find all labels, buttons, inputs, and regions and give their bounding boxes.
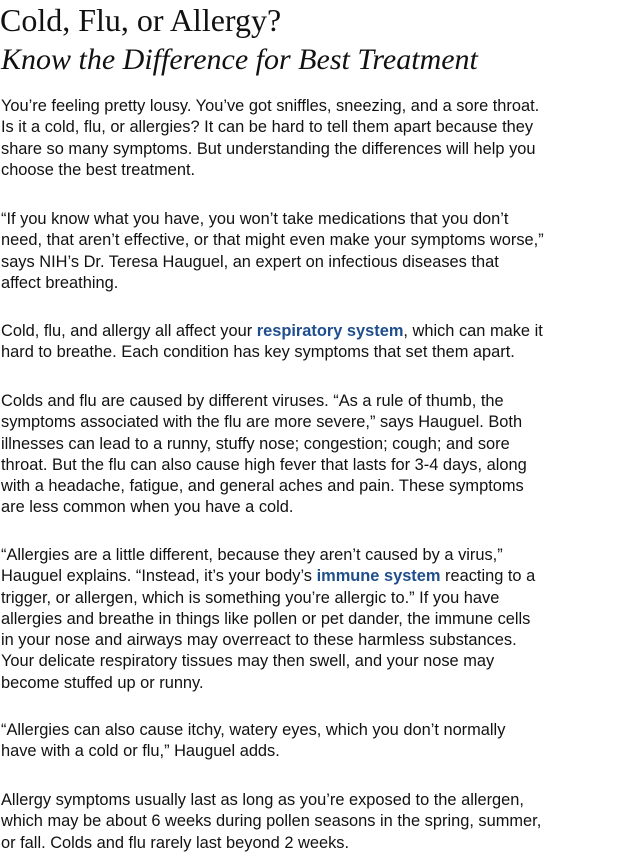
text-line: “If you know what you have, you won’t take medications that you don’t	[1, 210, 509, 228]
text-line: affect breathing.	[1, 273, 119, 292]
text-line: Is it a cold, flu, or allergies? It can be hard to tell them apart because they	[1, 118, 534, 137]
page-subtitle: Know the Difference for Best Treatment	[1, 43, 478, 76]
text-line: Allergy symptoms usually last as long as you’re exposed to the allergen,	[1, 791, 524, 809]
respiratory-system-link[interactable]: respiratory system	[256, 322, 404, 340]
text-line: have with a cold or flu,” Hauguel adds.	[1, 742, 280, 761]
text-line: symptoms associated with the flu are more severe,” says Hauguel. Both	[1, 413, 523, 432]
text-line: You’re feeling pretty lousy. You’ve got sniffles, sneezing, and a sore throat.	[1, 97, 540, 115]
text-line: with a headache, fatigue, and general aches and pain. These symptoms	[1, 477, 524, 496]
text-line: Your delicate respiratory tissues may then swell, and your nose may	[1, 652, 495, 671]
text-line: “Allergies are a little different, because they aren’t caused by a virus,”	[1, 546, 503, 564]
text-line: need, that aren’t effective, or that might even make your symptoms worse,”	[1, 231, 544, 250]
text-segment: Hauguel explains. “Instead, it’s your body’s	[1, 567, 317, 586]
text-line: illnesses can lead to a runny, stuffy nose; congestion; cough; and sore	[1, 434, 510, 453]
paragraph-duration	[1, 790, 636, 854]
text-line: become stuffed up or runny.	[1, 673, 204, 692]
text-segment: , which can make it	[403, 322, 543, 340]
text-line: “Allergies can also cause itchy, watery eyes, which you don’t normally	[1, 721, 506, 739]
text-line	[1, 321, 636, 342]
text-segment: Cold, flu, and allergy all affect your	[1, 322, 257, 340]
paragraph-allergies	[1, 545, 636, 694]
page-title: Cold, Flu, or Allergy?	[0, 2, 282, 38]
text-line: says NIH’s Dr. Teresa Hauguel, an expert on infectious diseases that	[1, 252, 499, 271]
text-line: trigger, or allergen, which is something you’re allergic to.” If you have	[1, 588, 500, 607]
paragraph-intro	[1, 96, 636, 181]
text-line: hard to breathe. Each condition has key symptoms that set them apart.	[1, 343, 515, 362]
text-segment: reacting to a	[440, 567, 536, 586]
text-line: in your nose and airways may overreact to these harmless substances.	[1, 631, 517, 650]
immune-system-link[interactable]: immune system	[316, 567, 441, 586]
text-line: throat. But the flu can also cause high fever that lasts for 3-4 days, along	[1, 455, 527, 474]
text-line: or fall. Colds and flu rarely last beyond 2 weeks.	[1, 833, 350, 852]
paragraph-colds-flu	[1, 391, 636, 519]
text-line: Colds and flu are caused by different viruses. “As a rule of thumb, the	[1, 392, 504, 410]
text-line: share so many symptoms. But understanding the differences will help you	[1, 139, 536, 158]
paragraph-itchy-eyes	[1, 720, 636, 763]
text-line: are less common when you have a cold.	[1, 498, 294, 517]
text-line	[1, 566, 636, 587]
paragraph-respiratory	[1, 321, 636, 364]
paragraph-quote-hauguel	[1, 209, 636, 294]
text-line: choose the best treatment.	[1, 160, 196, 179]
text-line: which may be about 6 weeks during pollen seasons in the spring, summer,	[1, 812, 542, 831]
text-line: allergies and breathe in things like pollen or pet dander, the immune cells	[1, 609, 531, 628]
